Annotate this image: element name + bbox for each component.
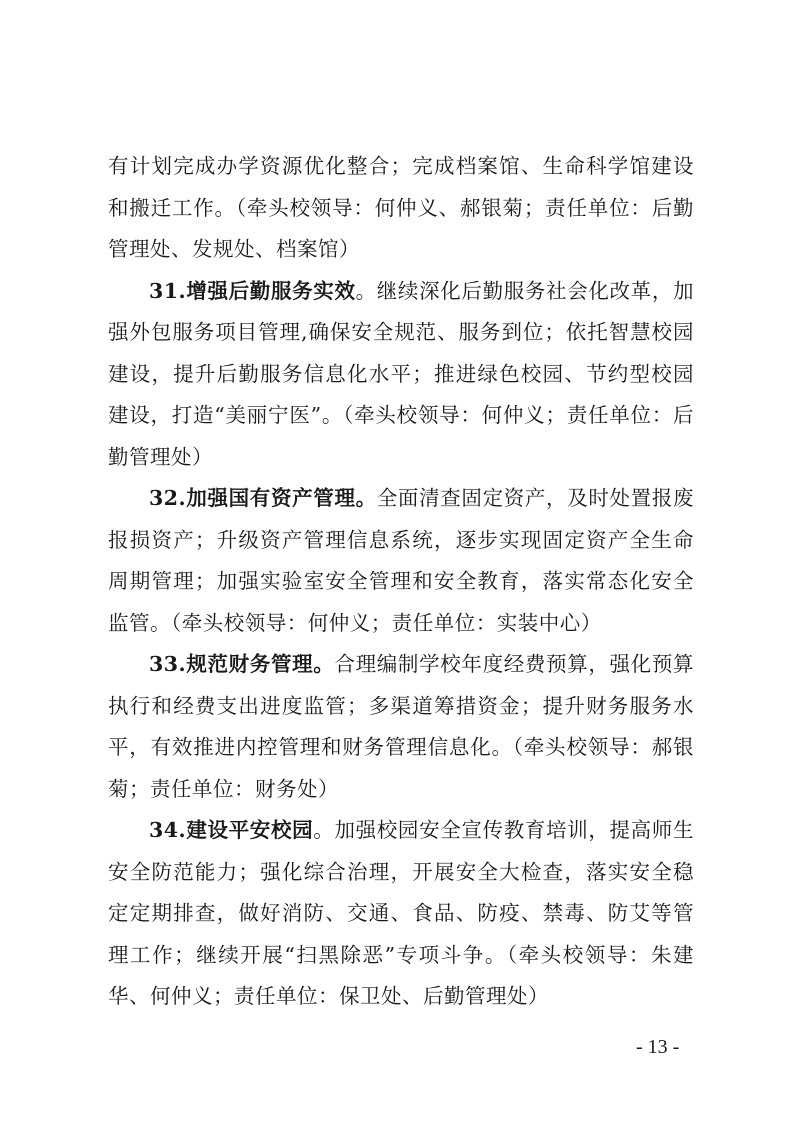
item-33-paragraph: [108, 644, 694, 810]
item-31-paragraph: [108, 271, 694, 479]
item-32-paragraph: [108, 478, 694, 644]
item-34-paragraph: [108, 810, 694, 1018]
intro-paragraph-text: 有计划完成办学资源优化整合；完成档案馆、生命科学馆建设和搬迁工作。（牵头校领导：何仲义、郝银菊；责任单位：后勤管理处、发规处、档案馆）: [108, 154, 694, 261]
item-33-heading: 33.规范财务管理。: [149, 652, 335, 676]
item-33-body: 合理编制学校年度经费预算，强化预算执行和经费支出进度监管；多渠道筹措资金；提升财务服务水平，有效推进内控管理和财务管理信息化。（牵头校领导：郝银菊；责任单位：财务处）: [108, 652, 695, 801]
item-32-body: 全面清查固定资产，及时处置报废报损资产；升级资产管理信息系统，逐步实现固定资产全生命周期管理；加强实验室安全管理和安全教育，落实常态化安全监管。（牵头校领导：何仲义；责任单位：实装中心）: [108, 486, 694, 635]
item-31-body: 。继续深化后勤服务社会化改革，加强外包服务项目管理,确保安全规范、服务到位；依托智慧校园建设，提升后勤服务信息化水平；推进绿色校园、节约型校园建设，打造“美丽宁医”。（牵头校领导：何仲义；责任单位：后勤管理处）: [108, 278, 695, 469]
page-number: - 13 -: [636, 1036, 680, 1058]
document-body: [108, 146, 694, 1018]
item-34-heading: 34.建设平安校园: [149, 818, 314, 842]
item-31-heading: 31.增强后勤服务实效: [149, 278, 356, 303]
intro-paragraph: [108, 146, 694, 271]
item-34-body: 。加强校园安全宣传教育培训，提高师生安全防范能力；强化综合治理，开展安全大检查，落实安全稳定定期排查，做好消防、交通、食品、防疫、禁毒、防艾等管理工作；继续开展“扫黑除恶”专项斗争。（牵头校领导：朱建华、何仲义；责任单位：保卫处、后勤管理处）: [108, 818, 694, 1008]
item-32-heading: 32.加强国有资产管理。: [149, 486, 377, 510]
